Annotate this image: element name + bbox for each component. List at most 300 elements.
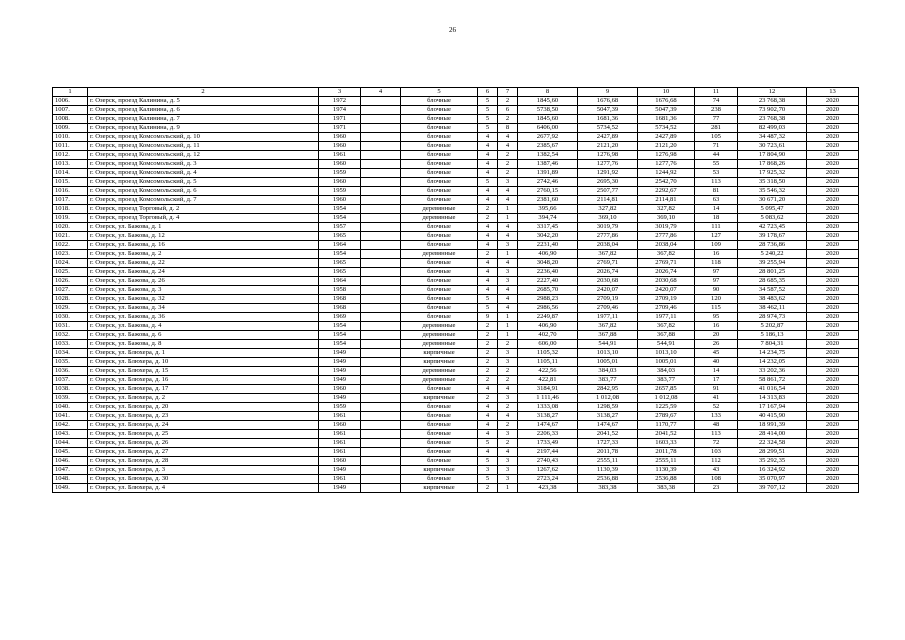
- amount-cell: 35 292,35: [738, 457, 807, 466]
- col-4-cell: [361, 205, 401, 214]
- living-area-cell: 367,82: [578, 250, 638, 259]
- col-4-cell: [361, 466, 401, 475]
- area-col-10-cell: 327,82: [638, 205, 695, 214]
- year-planned-cell: 2020: [807, 277, 859, 286]
- entrances-cell: 3: [498, 466, 518, 475]
- total-area-cell: 2988,23: [518, 295, 578, 304]
- year-built-cell: 1949: [319, 484, 361, 493]
- total-area-cell: 1267,62: [518, 466, 578, 475]
- col-4-cell: [361, 313, 401, 322]
- area-col-10-cell: 1244,92: [638, 169, 695, 178]
- total-area-cell: 5738,50: [518, 106, 578, 115]
- entrances-cell: 2: [498, 115, 518, 124]
- col-4-cell: [361, 448, 401, 457]
- residents-cell: 109: [695, 241, 738, 250]
- year-planned-cell: 2020: [807, 358, 859, 367]
- residents-cell: 55: [695, 160, 738, 169]
- floors-cell: 5: [478, 457, 498, 466]
- col-4-cell: [361, 376, 401, 385]
- address-cell: г. Озерск, ул. Блюхера, д. 15: [88, 367, 319, 376]
- wall-material-cell: блочные: [401, 241, 478, 250]
- table-row: [53, 214, 859, 223]
- residents-cell: 105: [695, 133, 738, 142]
- living-area-cell: 2536,88: [578, 475, 638, 484]
- floors-cell: 9: [478, 313, 498, 322]
- floors-cell: 4: [478, 151, 498, 160]
- wall-material-cell: блочные: [401, 124, 478, 133]
- year-built-cell: 1959: [319, 187, 361, 196]
- residents-cell: 26: [695, 340, 738, 349]
- floors-cell: 4: [478, 160, 498, 169]
- column-header-3: 3: [319, 88, 361, 97]
- amount-cell: 34 487,32: [738, 133, 807, 142]
- residents-cell: 111: [695, 223, 738, 232]
- col-4-cell: [361, 403, 401, 412]
- living-area-cell: 1005,01: [578, 358, 638, 367]
- amount-cell: 23 768,38: [738, 97, 807, 106]
- wall-material-cell: блочные: [401, 439, 478, 448]
- wall-material-cell: блочные: [401, 457, 478, 466]
- row-index-cell: 1009.: [53, 124, 88, 133]
- wall-material-cell: блочные: [401, 421, 478, 430]
- row-index-cell: 1036.: [53, 367, 88, 376]
- entrances-cell: 6: [498, 106, 518, 115]
- year-built-cell: 1954: [319, 205, 361, 214]
- address-cell: г. Озерск, ул. Бажова, д. 22: [88, 259, 319, 268]
- year-planned-cell: 2020: [807, 160, 859, 169]
- year-planned-cell: 2020: [807, 241, 859, 250]
- year-built-cell: 1965: [319, 268, 361, 277]
- table-row: [53, 124, 859, 133]
- living-area-cell: 1277,76: [578, 160, 638, 169]
- entrances-cell: 3: [498, 457, 518, 466]
- residents-cell: 40: [695, 358, 738, 367]
- floors-cell: 5: [478, 97, 498, 106]
- year-built-cell: 1971: [319, 115, 361, 124]
- entrances-cell: 1: [498, 331, 518, 340]
- amount-cell: 41 016,54: [738, 385, 807, 394]
- table-row: [53, 430, 859, 439]
- col-4-cell: [361, 385, 401, 394]
- wall-material-cell: деревянные: [401, 214, 478, 223]
- residents-cell: 91: [695, 385, 738, 394]
- row-index-cell: 1017.: [53, 196, 88, 205]
- col-4-cell: [361, 115, 401, 124]
- table-row: [53, 376, 859, 385]
- entrances-cell: 4: [498, 448, 518, 457]
- entrances-cell: 2: [498, 403, 518, 412]
- row-index-cell: 1015.: [53, 178, 88, 187]
- year-built-cell: 1964: [319, 241, 361, 250]
- residents-cell: 17: [695, 376, 738, 385]
- row-index-cell: 1013.: [53, 160, 88, 169]
- col-4-cell: [361, 232, 401, 241]
- amount-cell: 35 070,97: [738, 475, 807, 484]
- floors-cell: 4: [478, 412, 498, 421]
- row-index-cell: 1048.: [53, 475, 88, 484]
- address-cell: г. Озерск, ул. Бажова, д. 2: [88, 250, 319, 259]
- amount-cell: 5 240,22: [738, 250, 807, 259]
- area-col-10-cell: 3019,79: [638, 223, 695, 232]
- year-planned-cell: 2020: [807, 421, 859, 430]
- total-area-cell: 2249,87: [518, 313, 578, 322]
- living-area-cell: 367,88: [578, 331, 638, 340]
- wall-material-cell: блочные: [401, 151, 478, 160]
- living-area-cell: 1276,98: [578, 151, 638, 160]
- total-area-cell: 422,81: [518, 376, 578, 385]
- residents-cell: 103: [695, 448, 738, 457]
- row-index-cell: 1027.: [53, 286, 88, 295]
- amount-cell: 58 861,72: [738, 376, 807, 385]
- year-built-cell: 1965: [319, 259, 361, 268]
- year-planned-cell: 2020: [807, 97, 859, 106]
- floors-cell: 5: [478, 475, 498, 484]
- address-cell: г. Озерск, проезд Комсомольский, д. 7: [88, 196, 319, 205]
- column-header-4: 4: [361, 88, 401, 97]
- table-row: [53, 403, 859, 412]
- area-col-10-cell: 1130,39: [638, 466, 695, 475]
- total-area-cell: 1474,67: [518, 421, 578, 430]
- table-row: [53, 277, 859, 286]
- col-4-cell: [361, 268, 401, 277]
- entrances-cell: 2: [498, 421, 518, 430]
- table-row: [53, 205, 859, 214]
- living-area-cell: 1298,59: [578, 403, 638, 412]
- row-index-cell: 1035.: [53, 358, 88, 367]
- entrances-cell: 3: [498, 358, 518, 367]
- living-area-cell: 2769,71: [578, 259, 638, 268]
- entrances-cell: 1: [498, 313, 518, 322]
- area-col-10-cell: 383,77: [638, 376, 695, 385]
- residents-cell: 112: [695, 457, 738, 466]
- address-cell: г. Озерск, ул. Бажова, д. 24: [88, 268, 319, 277]
- wall-material-cell: блочные: [401, 295, 478, 304]
- area-col-10-cell: 2536,88: [638, 475, 695, 484]
- table-row: [53, 484, 859, 493]
- year-planned-cell: 2020: [807, 187, 859, 196]
- year-built-cell: 1968: [319, 304, 361, 313]
- floors-cell: 2: [478, 376, 498, 385]
- area-col-10-cell: 2030,68: [638, 277, 695, 286]
- year-planned-cell: 2020: [807, 466, 859, 475]
- entrances-cell: 2: [498, 160, 518, 169]
- total-area-cell: 2685,70: [518, 286, 578, 295]
- address-cell: г. Озерск, проезд Калинина, д. 5: [88, 97, 319, 106]
- living-area-cell: 544,91: [578, 340, 638, 349]
- year-built-cell: 1949: [319, 376, 361, 385]
- address-cell: г. Озерск, ул. Блюхера, д. 10: [88, 358, 319, 367]
- residents-cell: 14: [695, 367, 738, 376]
- living-area-cell: 1013,10: [578, 349, 638, 358]
- row-index-cell: 1045.: [53, 448, 88, 457]
- total-area-cell: 2742,46: [518, 178, 578, 187]
- entrances-cell: 3: [498, 349, 518, 358]
- wall-material-cell: блочные: [401, 196, 478, 205]
- floors-cell: 2: [478, 340, 498, 349]
- wall-material-cell: блочные: [401, 403, 478, 412]
- living-area-cell: 2011,78: [578, 448, 638, 457]
- wall-material-cell: блочные: [401, 430, 478, 439]
- area-col-10-cell: 1 012,08: [638, 394, 695, 403]
- table-row: [53, 196, 859, 205]
- living-area-cell: 2114,81: [578, 196, 638, 205]
- row-index-cell: 1029.: [53, 304, 88, 313]
- row-index-cell: 1010.: [53, 133, 88, 142]
- amount-cell: 5 202,87: [738, 322, 807, 331]
- wall-material-cell: кирпичные: [401, 466, 478, 475]
- column-header-1: 1: [53, 88, 88, 97]
- living-area-cell: 2030,68: [578, 277, 638, 286]
- floors-cell: 4: [478, 142, 498, 151]
- amount-cell: 22 324,58: [738, 439, 807, 448]
- entrances-cell: 1: [498, 205, 518, 214]
- wall-material-cell: кирпичные: [401, 394, 478, 403]
- year-built-cell: 1959: [319, 403, 361, 412]
- address-cell: г. Озерск, ул. Бажова, д. 32: [88, 295, 319, 304]
- table-row: [53, 466, 859, 475]
- col-4-cell: [361, 331, 401, 340]
- year-built-cell: 1965: [319, 232, 361, 241]
- year-planned-cell: 2020: [807, 106, 859, 115]
- wall-material-cell: блочные: [401, 187, 478, 196]
- row-index-cell: 1032.: [53, 331, 88, 340]
- year-planned-cell: 2020: [807, 430, 859, 439]
- table-row: [53, 97, 859, 106]
- amount-cell: 39 178,67: [738, 232, 807, 241]
- entrances-cell: 2: [498, 367, 518, 376]
- column-header-5: 5: [401, 88, 478, 97]
- entrances-cell: 4: [498, 286, 518, 295]
- col-4-cell: [361, 250, 401, 259]
- wall-material-cell: деревянные: [401, 331, 478, 340]
- col-4-cell: [361, 178, 401, 187]
- wall-material-cell: блочные: [401, 385, 478, 394]
- amount-cell: 5 083,62: [738, 214, 807, 223]
- wall-material-cell: деревянные: [401, 205, 478, 214]
- col-4-cell: [361, 187, 401, 196]
- table-row: [53, 268, 859, 277]
- col-4-cell: [361, 349, 401, 358]
- wall-material-cell: кирпичные: [401, 358, 478, 367]
- amount-cell: 5 186,13: [738, 331, 807, 340]
- living-area-cell: 3019,79: [578, 223, 638, 232]
- year-planned-cell: 2020: [807, 178, 859, 187]
- residents-cell: 18: [695, 214, 738, 223]
- table-row: [53, 232, 859, 241]
- total-area-cell: 2227,40: [518, 277, 578, 286]
- floors-cell: 4: [478, 286, 498, 295]
- residents-cell: 127: [695, 232, 738, 241]
- residents-cell: 43: [695, 466, 738, 475]
- floors-cell: 4: [478, 430, 498, 439]
- table-header: [53, 88, 859, 97]
- table-row: [53, 160, 859, 169]
- col-4-cell: [361, 412, 401, 421]
- column-header-10: 10: [638, 88, 695, 97]
- year-planned-cell: 2020: [807, 340, 859, 349]
- year-planned-cell: 2020: [807, 484, 859, 493]
- entrances-cell: 4: [498, 385, 518, 394]
- col-4-cell: [361, 421, 401, 430]
- table-row: [53, 133, 859, 142]
- amount-cell: 14 232,05: [738, 358, 807, 367]
- address-cell: г. Озерск, проезд Комсомольский, д. 4: [88, 169, 319, 178]
- area-col-10-cell: 2709,46: [638, 304, 695, 313]
- living-area-cell: 1977,11: [578, 313, 638, 322]
- wall-material-cell: блочные: [401, 97, 478, 106]
- living-area-cell: 3138,27: [578, 412, 638, 421]
- wall-material-cell: блочные: [401, 106, 478, 115]
- address-cell: г. Озерск, ул. Блюхера, д. 26: [88, 439, 319, 448]
- year-planned-cell: 2020: [807, 259, 859, 268]
- wall-material-cell: блочные: [401, 223, 478, 232]
- entrances-cell: 3: [498, 268, 518, 277]
- amount-cell: 28 974,73: [738, 313, 807, 322]
- area-col-10-cell: 384,03: [638, 367, 695, 376]
- row-index-cell: 1044.: [53, 439, 88, 448]
- total-area-cell: 1845,60: [518, 115, 578, 124]
- table-row: [53, 178, 859, 187]
- row-index-cell: 1038.: [53, 385, 88, 394]
- residents-cell: 14: [695, 205, 738, 214]
- area-col-10-cell: 1170,77: [638, 421, 695, 430]
- year-planned-cell: 2020: [807, 151, 859, 160]
- area-col-10-cell: 1676,68: [638, 97, 695, 106]
- table-row: [53, 304, 859, 313]
- total-area-cell: 2381,60: [518, 196, 578, 205]
- row-index-cell: 1016.: [53, 187, 88, 196]
- amount-cell: 30 671,20: [738, 196, 807, 205]
- residents-cell: 238: [695, 106, 738, 115]
- address-cell: г. Озерск, проезд Калинина, д. 7: [88, 115, 319, 124]
- year-built-cell: 1961: [319, 439, 361, 448]
- table-row: [53, 151, 859, 160]
- year-planned-cell: 2020: [807, 313, 859, 322]
- address-cell: г. Озерск, ул. Блюхера, д. 25: [88, 430, 319, 439]
- year-planned-cell: 2020: [807, 349, 859, 358]
- amount-cell: 35 318,50: [738, 178, 807, 187]
- table-row: [53, 349, 859, 358]
- floors-cell: 4: [478, 268, 498, 277]
- entrances-cell: 2: [498, 151, 518, 160]
- col-4-cell: [361, 439, 401, 448]
- address-cell: г. Озерск, ул. Бажова, д. 4: [88, 322, 319, 331]
- col-4-cell: [361, 286, 401, 295]
- living-area-cell: 1676,68: [578, 97, 638, 106]
- living-area-cell: 369,10: [578, 214, 638, 223]
- row-index-cell: 1008.: [53, 115, 88, 124]
- entrances-cell: 4: [498, 295, 518, 304]
- address-cell: г. Озерск, ул. Блюхера, д. 16: [88, 376, 319, 385]
- col-4-cell: [361, 214, 401, 223]
- wall-material-cell: блочные: [401, 259, 478, 268]
- area-col-10-cell: 1977,11: [638, 313, 695, 322]
- residents-cell: 77: [695, 115, 738, 124]
- entrances-cell: 4: [498, 133, 518, 142]
- col-4-cell: [361, 340, 401, 349]
- area-col-10-cell: 1681,36: [638, 115, 695, 124]
- year-built-cell: 1954: [319, 340, 361, 349]
- total-area-cell: 2206,33: [518, 430, 578, 439]
- residents-cell: 53: [695, 169, 738, 178]
- col-4-cell: [361, 196, 401, 205]
- row-index-cell: 1007.: [53, 106, 88, 115]
- residents-cell: 113: [695, 430, 738, 439]
- col-4-cell: [361, 160, 401, 169]
- page-number: 26: [449, 26, 456, 34]
- floors-cell: 4: [478, 187, 498, 196]
- amount-cell: 42 723,45: [738, 223, 807, 232]
- total-area-cell: 2760,15: [518, 187, 578, 196]
- col-4-cell: [361, 304, 401, 313]
- floors-cell: 4: [478, 403, 498, 412]
- living-area-cell: 1727,33: [578, 439, 638, 448]
- address-cell: г. Озерск, ул. Блюхера, д. 3: [88, 466, 319, 475]
- total-area-cell: 1333,08: [518, 403, 578, 412]
- residents-cell: 95: [695, 313, 738, 322]
- wall-material-cell: деревянные: [401, 340, 478, 349]
- total-area-cell: 1733,49: [518, 439, 578, 448]
- amount-cell: 28 414,00: [738, 430, 807, 439]
- address-cell: г. Озерск, проезд Калинина, д. 6: [88, 106, 319, 115]
- amount-cell: 30 723,61: [738, 142, 807, 151]
- amount-cell: 14 234,75: [738, 349, 807, 358]
- row-index-cell: 1049.: [53, 484, 88, 493]
- amount-cell: 7 804,31: [738, 340, 807, 349]
- floors-cell: 2: [478, 205, 498, 214]
- amount-cell: 35 546,32: [738, 187, 807, 196]
- entrances-cell: 4: [498, 304, 518, 313]
- year-built-cell: 1960: [319, 196, 361, 205]
- table-row: [53, 412, 859, 421]
- living-area-cell: 2038,04: [578, 241, 638, 250]
- floors-cell: 2: [478, 358, 498, 367]
- row-index-cell: 1020.: [53, 223, 88, 232]
- wall-material-cell: блочные: [401, 232, 478, 241]
- floors-cell: 4: [478, 277, 498, 286]
- col-4-cell: [361, 322, 401, 331]
- year-built-cell: 1954: [319, 322, 361, 331]
- floors-cell: 5: [478, 295, 498, 304]
- area-col-10-cell: 369,10: [638, 214, 695, 223]
- amount-cell: 33 202,36: [738, 367, 807, 376]
- living-area-cell: 1291,92: [578, 169, 638, 178]
- wall-material-cell: блочные: [401, 277, 478, 286]
- total-area-cell: 3042,20: [518, 232, 578, 241]
- year-planned-cell: 2020: [807, 376, 859, 385]
- column-header-9: 9: [578, 88, 638, 97]
- floors-cell: 2: [478, 322, 498, 331]
- column-header-13: 13: [807, 88, 859, 97]
- year-built-cell: 1964: [319, 277, 361, 286]
- area-col-10-cell: 2427,89: [638, 133, 695, 142]
- year-planned-cell: 2020: [807, 295, 859, 304]
- living-area-cell: 327,82: [578, 205, 638, 214]
- col-4-cell: [361, 367, 401, 376]
- amount-cell: 17 804,90: [738, 151, 807, 160]
- amount-cell: 28 685,35: [738, 277, 807, 286]
- floors-cell: 2: [478, 394, 498, 403]
- wall-material-cell: блочные: [401, 475, 478, 484]
- year-planned-cell: 2020: [807, 457, 859, 466]
- column-header-11: 11: [695, 88, 738, 97]
- entrances-cell: 3: [498, 430, 518, 439]
- residents-cell: 16: [695, 322, 738, 331]
- living-area-cell: 1474,67: [578, 421, 638, 430]
- year-built-cell: 1961: [319, 412, 361, 421]
- row-index-cell: 1024.: [53, 259, 88, 268]
- living-area-cell: 1681,36: [578, 115, 638, 124]
